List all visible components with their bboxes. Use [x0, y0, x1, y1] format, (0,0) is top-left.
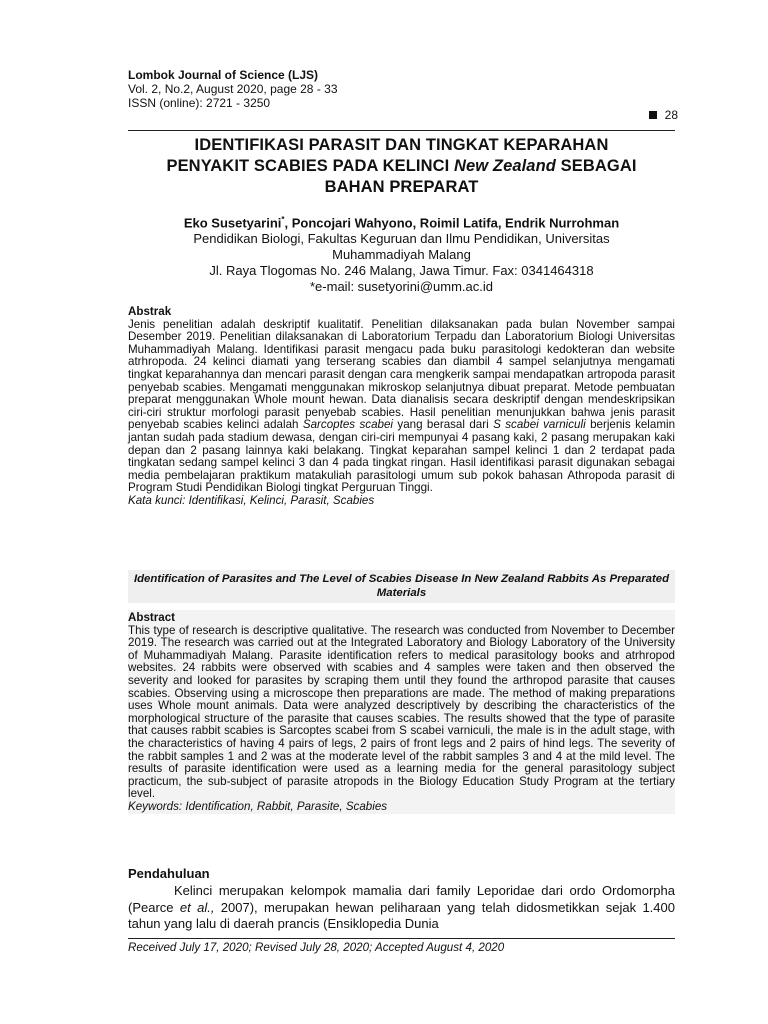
abstrak-text-part-3: berjenis kelamin jantan sudah pada stadium dewasa, dengan ciri-ciri mempunyai 4 pasang kaki, 2 pasang merupakan kaki depan dan 2 pasang lainnya kaki belakang. Tingkat keparahan sampel kelinci 1 dan 2 terdapat pada tingkatan sedang sampel kelinci 3 dan 4 pada tingkat ringan. Hasil identifikasi parasit digunakan sebagai media pembelajaran praktikum matakuliah parasitologi umum sub pokok bahasan Athropoda parasit di Program Studi Pendidikan Biologi tingkat Perguruan Tinggi. [128, 418, 676, 495]
journal-volume: Vol. 2, No.2, August 2020, page 28 - 33 [128, 82, 338, 96]
pendahuluan-text-part-2: 2007), merupakan hewan peliharaan yang telah didosmetikkan sejak 1.400 tahun yang lalu di daerah prancis (Ensiklopedia Dunia [128, 899, 675, 931]
journal-issn: ISSN (online): 2721 - 3250 [128, 96, 271, 110]
pendahuluan-text-part-1: Kelinci merupakan kelompok mamalia dari family Leporidae dari ordo Ordomorpha (Pearce [128, 883, 675, 915]
page-number-value: 28 [664, 108, 678, 122]
title-line-2 [128, 156, 675, 177]
abstrak-section [128, 306, 675, 508]
abstract-keywords: Keywords: Identification, Rabbit, Parasite, Scabies [128, 799, 388, 813]
author-email: *e-mail: susetyorini@umm.ac.id [310, 279, 493, 295]
co-authors: , Poncojari Wahyono, Roimil Latifa, Endrik Nurrohman [284, 215, 620, 231]
abstrak-text-part-1: Jenis penelitian adalah deskriptif kualitatif. Penelitian dilaksanakan pada bulan November sampai Desember 2019. Penelitian dilaksanakan di Laboratorium Terpadu dan Laboratorium Biologi Universitas Muhammadiyah Malang. Identifikasi parasit mengacu pada buku parasitologi kedokteran dan website atrhropoda. 24 kelinci diamati yang terserang scabies dan diambil 4 sampel selanjutnya mengamati tingkat keparahannya dan mencari parasit dengan cara mengkerik sampai mendapatkan artropoda parasit penyebab scabies. Mengamati menggunakan mikroskop selanjutnya dibuat preparat. Metode pembuatan preparat menggunakan Whole mount hewan. Data dianalisis secara deskriptif dengan mendeskripsikan ciri-ciri struktur morfologi parasit penyebab scabies. Hasil penelitian menunjukkan bahwa jenis parasit penyebab scabies kelinci adalah [128, 317, 675, 432]
page-number [649, 108, 678, 122]
abstract-section [128, 610, 675, 814]
abstrak-keywords: Kata kunci: Identifikasi, Kelinci, Parasit, Scabies [128, 493, 375, 507]
abstrak-text-part-2: yang berasal dari [393, 418, 494, 432]
journal-header [128, 68, 338, 110]
pendahuluan-heading: Pendahuluan [128, 866, 210, 881]
abstract-heading: Abstract [128, 611, 176, 624]
corresponding-mark: * [281, 215, 285, 224]
title-line-2-post: SEBAGAI [555, 157, 637, 175]
abstrak-text [128, 319, 675, 495]
affiliation-line-1: Pendidikan Biologi, Fakultas Keguruan dan Ilmu Pendidikan, Universitas [193, 231, 610, 247]
abstrak-heading: Abstrak [128, 305, 172, 318]
abstrak-species-1: Sarcoptes scabei [302, 418, 393, 432]
title-line-2-italic: New Zealand [453, 157, 556, 175]
article-title [128, 135, 675, 198]
received-dates: Received July 17, 2020; Revised July 28, 2020; Accepted August 4, 2020 [128, 941, 505, 954]
square-bullet-icon [649, 111, 657, 119]
journal-name: Lombok Journal of Science (LJS) [128, 68, 319, 82]
pendahuluan-paragraph [128, 883, 675, 933]
pendahuluan-body [128, 883, 675, 933]
header-divider [128, 130, 675, 131]
abstract-text: This type of research is descriptive qualitative. The research was conducted from November to December 2019. The research was carried out at the Integrated Laboratory and Biology Laboratory of the University of Muhammadiyah Malang. Parasite identification refers to medical parasitology books and atrhropod websites. 24 rabbits were observed with scabies and 4 samples were taken and then observed the severity and looked for parasites by scraping them until they found the arthropod parasite that causes scabies. Observing using a microscope then preparations are made. The method of making preparations uses Whole mount animals. Data were analyzed descriptively by describing the characteristics of the morphological structure of the parasite that causes scabies. The results showed that the type of parasite that causes rabbit scabies is Sarcoptes scabei from S scabei varniculi, the male is in the adult stage, with the characteristics of having 4 pairs of legs, 2 pairs of front legs and 2 pairs of hind legs. The severity of the rabbit samples 1 and 2 was at the moderate level of the rabbit samples 3 and 4 at the mild level. The results of parasite identification were used as a learning media for the general parasitology subject practicum, the sub-subject of parasite atropods in the Biology Education Study Program at the tertiary level. [128, 623, 675, 801]
footer-divider [128, 938, 675, 939]
title-line-1: IDENTIFIKASI PARASIT DAN TINGKAT KEPARAHAN [194, 136, 609, 154]
author-block [128, 212, 675, 295]
first-author: Eko Susetyarini [183, 215, 282, 231]
affiliation-line-2: Muhammadiyah Malang [332, 247, 471, 263]
english-title: Identification of Parasites and The Level of Scabies Disease In New Zealand Rabbits As Preparated Materials [128, 570, 675, 603]
title-line-3: BAHAN PREPARAT [324, 178, 479, 196]
author-names [128, 212, 675, 231]
abstrak-species-2: S scabei varniculi [493, 418, 586, 432]
title-line-2-pre: PENYAKIT SCABIES PADA KELINCI [166, 157, 454, 175]
author-address: Jl. Raya Tlogomas No. 246 Malang, Jawa Timur. Fax: 0341464318 [209, 263, 594, 279]
pendahuluan-et-al: et al., [179, 899, 215, 915]
